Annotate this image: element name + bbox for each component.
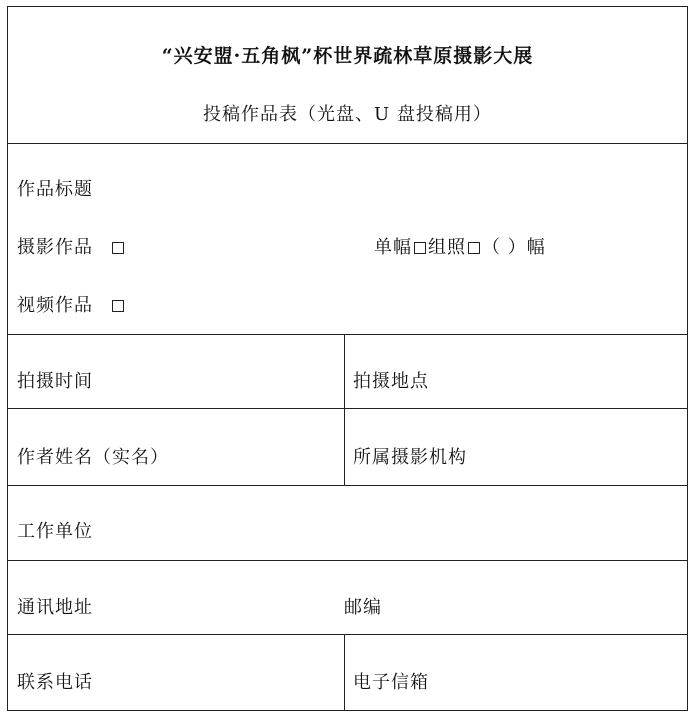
video-work-label (17, 295, 126, 317)
divider-unit (8, 560, 687, 561)
affiliation-label: 所属摄影机构 (353, 447, 467, 468)
form-subtitle: 投稿作品表（光盘、U 盘投稿用） (203, 104, 492, 125)
shoot-place-label: 拍摄地点 (353, 371, 429, 392)
group-label: 组照 (428, 237, 466, 258)
video-work-text: 视频作品 (17, 295, 93, 316)
photo-work-label (17, 237, 126, 259)
column-divider-upper (344, 334, 345, 485)
work-unit-label: 工作单位 (17, 521, 93, 542)
column-divider-lower (344, 634, 345, 710)
form-title: “兴安盟·五角枫”杯世界疏林草原摄影大展 (161, 45, 534, 67)
single-label: 单幅 (374, 237, 412, 258)
photo-work-checkbox[interactable] (112, 242, 124, 254)
author-name-label: 作者姓名（实名） (17, 447, 169, 468)
count-label: （ ）幅 (482, 237, 546, 258)
shoot-time-label: 拍摄时间 (17, 371, 93, 392)
postcode-label: 邮编 (344, 597, 382, 618)
email-label: 电子信箱 (353, 672, 429, 693)
divider-address (8, 634, 687, 635)
photo-count-options (374, 237, 546, 259)
divider-works (8, 334, 687, 335)
divider-shoot (8, 408, 687, 409)
phone-label: 联系电话 (17, 672, 93, 693)
group-checkbox[interactable] (468, 242, 480, 254)
photo-work-text: 摄影作品 (17, 237, 93, 258)
divider-author (8, 485, 687, 486)
work-title-label: 作品标题 (17, 179, 93, 200)
address-label: 通讯地址 (17, 597, 93, 618)
divider-header (8, 143, 687, 144)
video-work-checkbox[interactable] (112, 300, 124, 312)
submission-form-table (7, 6, 688, 711)
single-checkbox[interactable] (414, 242, 426, 254)
